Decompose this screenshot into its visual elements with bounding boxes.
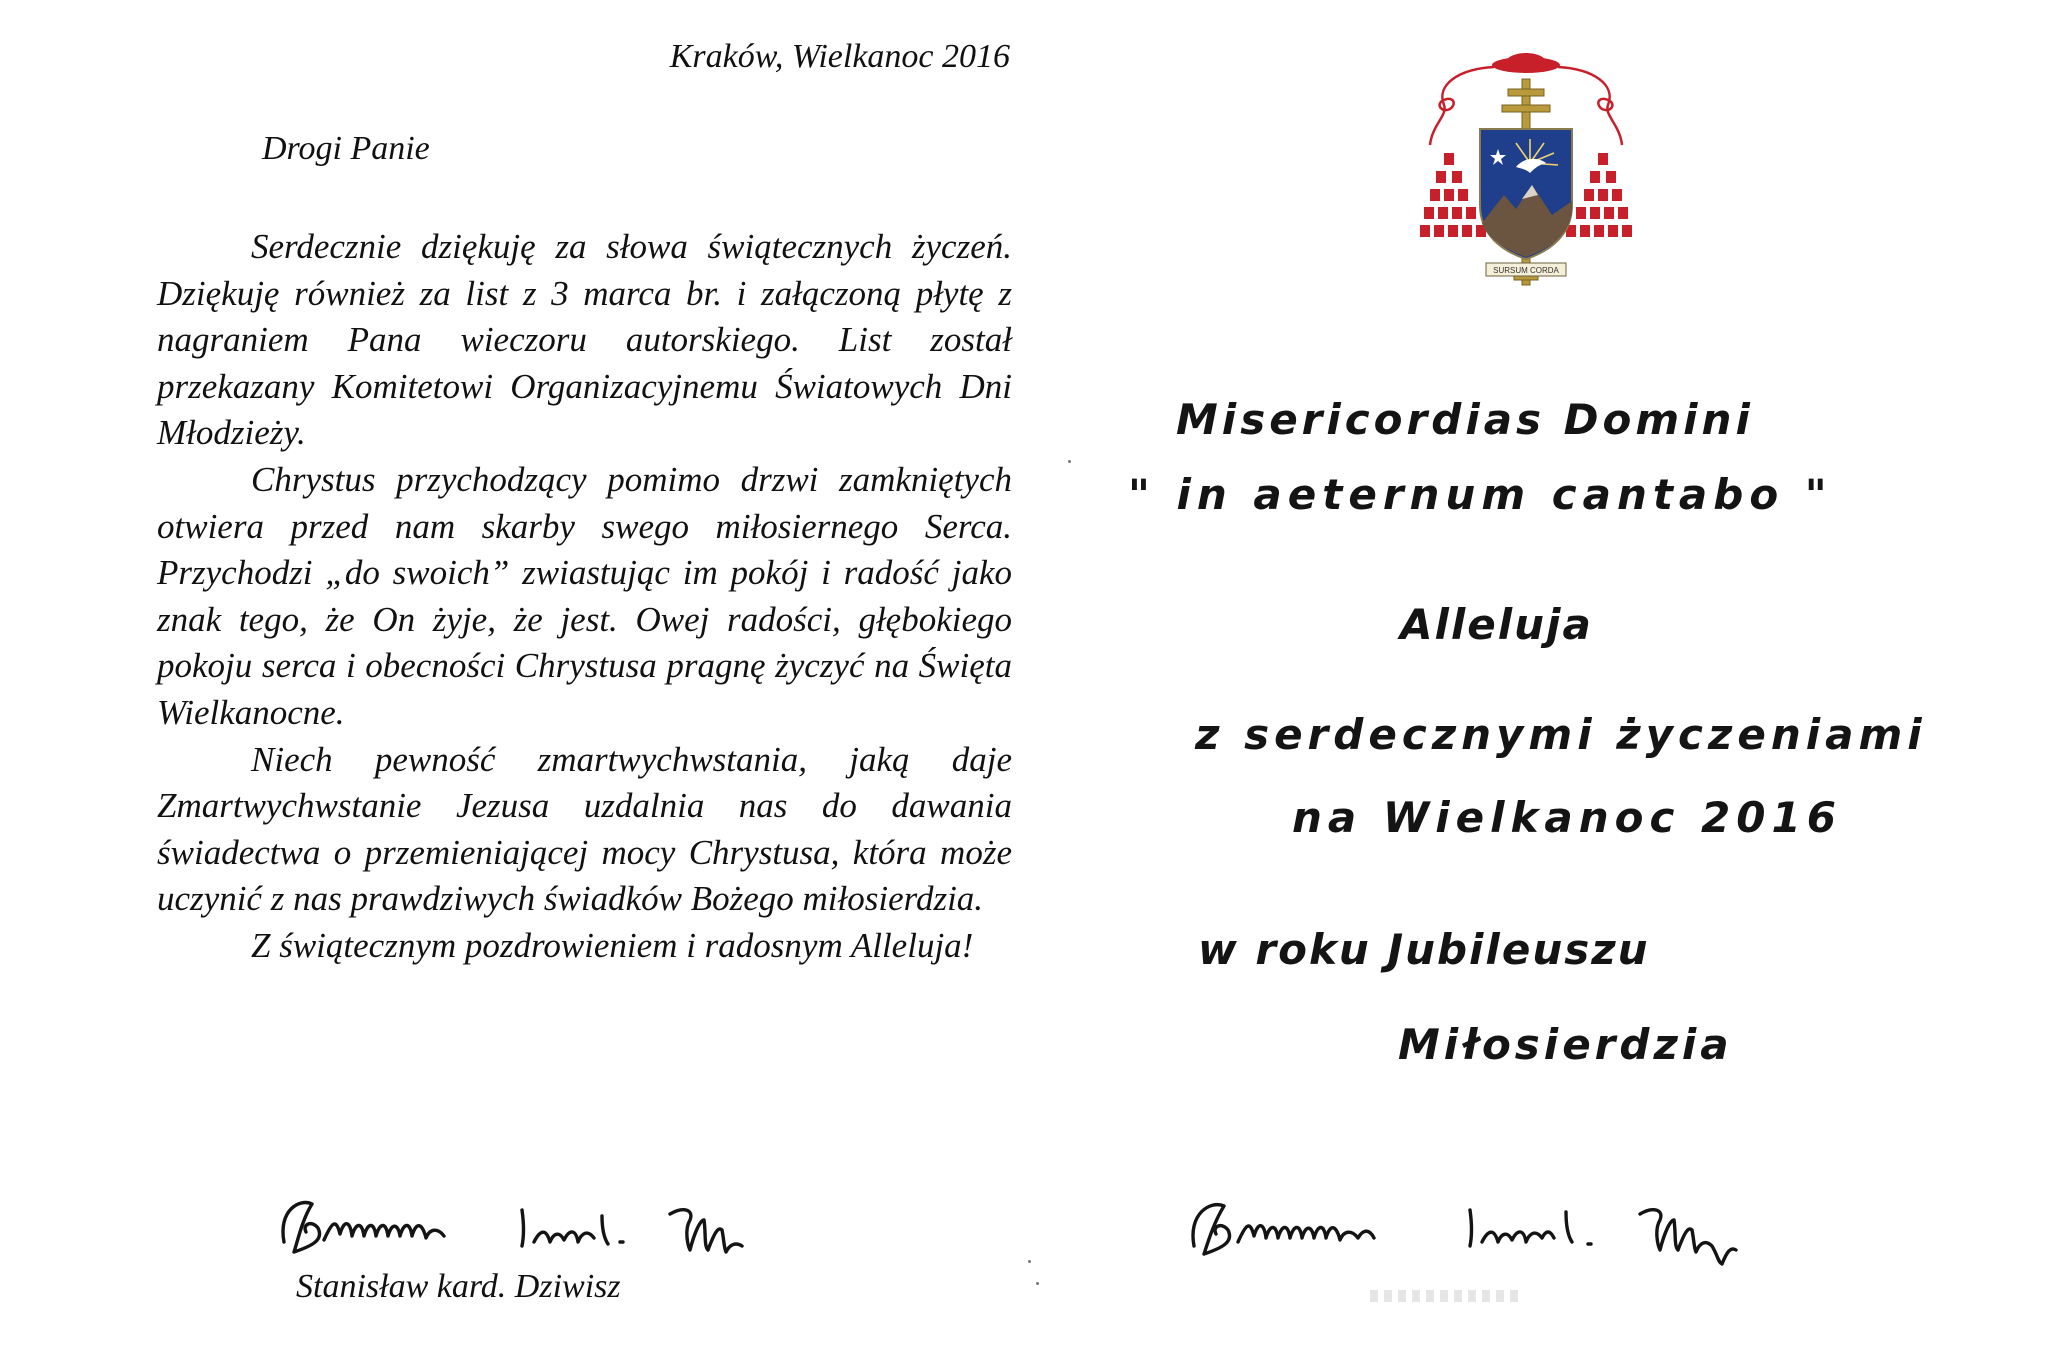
letter-body	[157, 224, 1012, 970]
handwritten-line-2: " in aeternum cantabo "	[1128, 470, 1833, 519]
handwritten-line-4: z serdecznymi życzeniami	[1195, 710, 1927, 759]
handwritten-line-5: na Wielkanoc 2016	[1292, 793, 1842, 842]
paragraph-thanks: Serdecznie dziękuję za słowa świątecznych życzeń. Dziękuję również za list z 3 marca br. i załączoną płytę z nagraniem Pana wieczoru autorskiego. List został przekazany Komitetowi Organizacyjnemu Światowych Dni Młodzieży.	[157, 227, 1012, 453]
greeting: Drogi Panie	[262, 130, 430, 167]
place-and-date: Kraków, Wielkanoc 2016	[669, 38, 1010, 75]
paper-speck	[1068, 460, 1071, 463]
paragraph-christ: Chrystus przychodzący pomimo drzwi zamkniętych otwiera przed nam skarby swego miłosiernego Serca. Przychodzi „do swoich” zwiastując im pokój i radość jako znak tego, że On żyje, że jest. Owej radości, głębokiego pokoju serca i obecności Chrystusa pragnę życzyć na Święta Wielkanocne.	[157, 459, 1012, 732]
handwritten-signature-right	[1180, 1180, 1940, 1270]
paper-speck	[1028, 1260, 1031, 1263]
paragraph-closing: Z świątecznym pozdrowieniem i radosnym Alleluja!	[251, 925, 974, 965]
typed-signature-name: Stanisław kard. Dziwisz	[296, 1268, 621, 1305]
faint-bleed-through	[1370, 1290, 1520, 1302]
handwritten-line-1: Misericordias Domini	[1176, 395, 1754, 444]
paper-speck	[1036, 1282, 1039, 1285]
handwritten-line-6: w roku Jubileuszu	[1198, 925, 1650, 974]
motto-text: SURSUM CORDA	[1493, 266, 1559, 275]
handwritten-signature-left	[272, 1180, 952, 1270]
handwritten-line-3: Alleluja	[1400, 600, 1593, 649]
handwritten-line-7: Miłosierdzia	[1398, 1020, 1733, 1069]
paragraph-resurrection: Niech pewność zmartwychwstania, jaką daje Zmartwychwstanie Jezusa uzdalnia nas do dawania świadectwa o przemieniającej mocy Chrystusa, która może uczynić z nas prawdziwych świadków Bożego miłosierdzia.	[157, 739, 1012, 919]
cardinal-coat-of-arms	[1418, 45, 1634, 295]
